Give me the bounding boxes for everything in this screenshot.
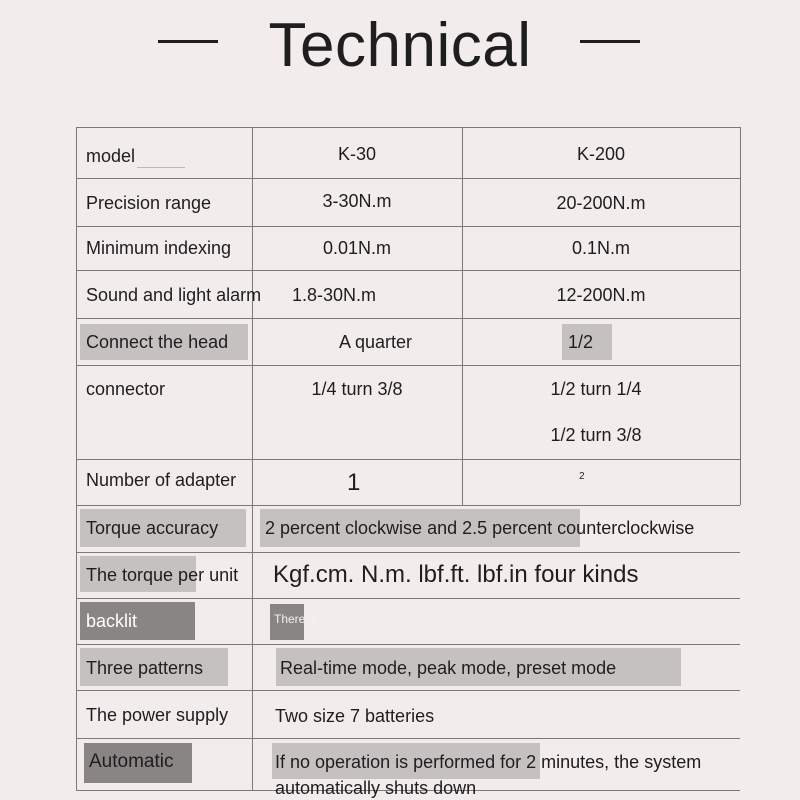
row-k30-value: 1.8-30N.m	[292, 285, 377, 305]
row-k30-value: 3-30N.m	[322, 191, 392, 211]
row-label: Torque accuracy	[86, 518, 219, 538]
row-value: Kgf.cm. N.m. lbf.ft. lbf.in four kinds	[273, 561, 639, 588]
row-label: Precision range	[86, 193, 212, 213]
row-label: backlit	[86, 611, 138, 631]
row-k30-value: 0.01N.m	[322, 238, 392, 258]
row-label: Sound and light alarm	[86, 285, 262, 305]
row-k200-value: 2	[579, 471, 585, 482]
grid-line	[76, 738, 740, 739]
row-k200-value: 12-200N.m	[556, 285, 646, 305]
row-k30-value: A quarter	[339, 332, 413, 352]
header-k30: K-30	[337, 144, 377, 164]
grid-line-vertical	[462, 127, 463, 505]
grid-line	[76, 644, 740, 645]
row-label: The torque per unit	[86, 565, 239, 585]
page-title: Technical	[268, 11, 532, 80]
title-row	[0, 0, 800, 90]
row-value-line2: automatically shuts down	[275, 778, 477, 798]
row-k200-value: 20-200N.m	[556, 193, 646, 213]
row-label: Three patterns	[86, 658, 204, 678]
row-k200-value-line2: 1/2 turn 3/8	[550, 425, 642, 445]
grid-line	[76, 459, 740, 460]
row-k30-value: 1/4 turn 3/8	[311, 379, 403, 399]
row-k200-value: 1/2	[568, 332, 594, 352]
grid-line	[76, 552, 740, 553]
title-dash-right	[580, 40, 640, 43]
grid-line	[76, 226, 740, 227]
row-value: Two size 7 batteries	[275, 706, 435, 726]
row-k200-value-line1: 1/2 turn 1/4	[550, 379, 642, 399]
header-model: model	[86, 144, 185, 168]
row-label: The power supply	[86, 705, 229, 725]
row-k30-value: 1	[347, 469, 361, 496]
row-label: Number of adapter	[86, 470, 237, 490]
row-label: Minimum indexing	[86, 238, 232, 258]
row-label: Connect the head	[86, 332, 229, 352]
grid-line-vertical	[740, 127, 741, 505]
grid-line	[76, 690, 740, 691]
row-label: Automatic	[89, 751, 174, 772]
grid-line	[76, 318, 740, 319]
grid-line	[76, 365, 740, 366]
grid-line-vertical	[76, 127, 77, 790]
row-value: There is	[274, 612, 318, 626]
grid-line	[76, 127, 740, 128]
grid-line	[76, 598, 740, 599]
row-value: 2 percent clockwise and 2.5 percent counterclockwise	[265, 518, 695, 538]
grid-line-vertical	[252, 127, 253, 790]
grid-line	[76, 270, 740, 271]
header-k200: K-200	[576, 144, 626, 164]
row-value-line1: If no operation is performed for 2 minutes, the system	[275, 752, 702, 772]
grid-line	[76, 505, 740, 506]
grid-line	[76, 178, 740, 179]
row-label: connector	[86, 379, 166, 399]
row-k200-value: 0.1N.m	[571, 238, 631, 258]
row-value: Real-time mode, peak mode, preset mode	[280, 658, 617, 678]
